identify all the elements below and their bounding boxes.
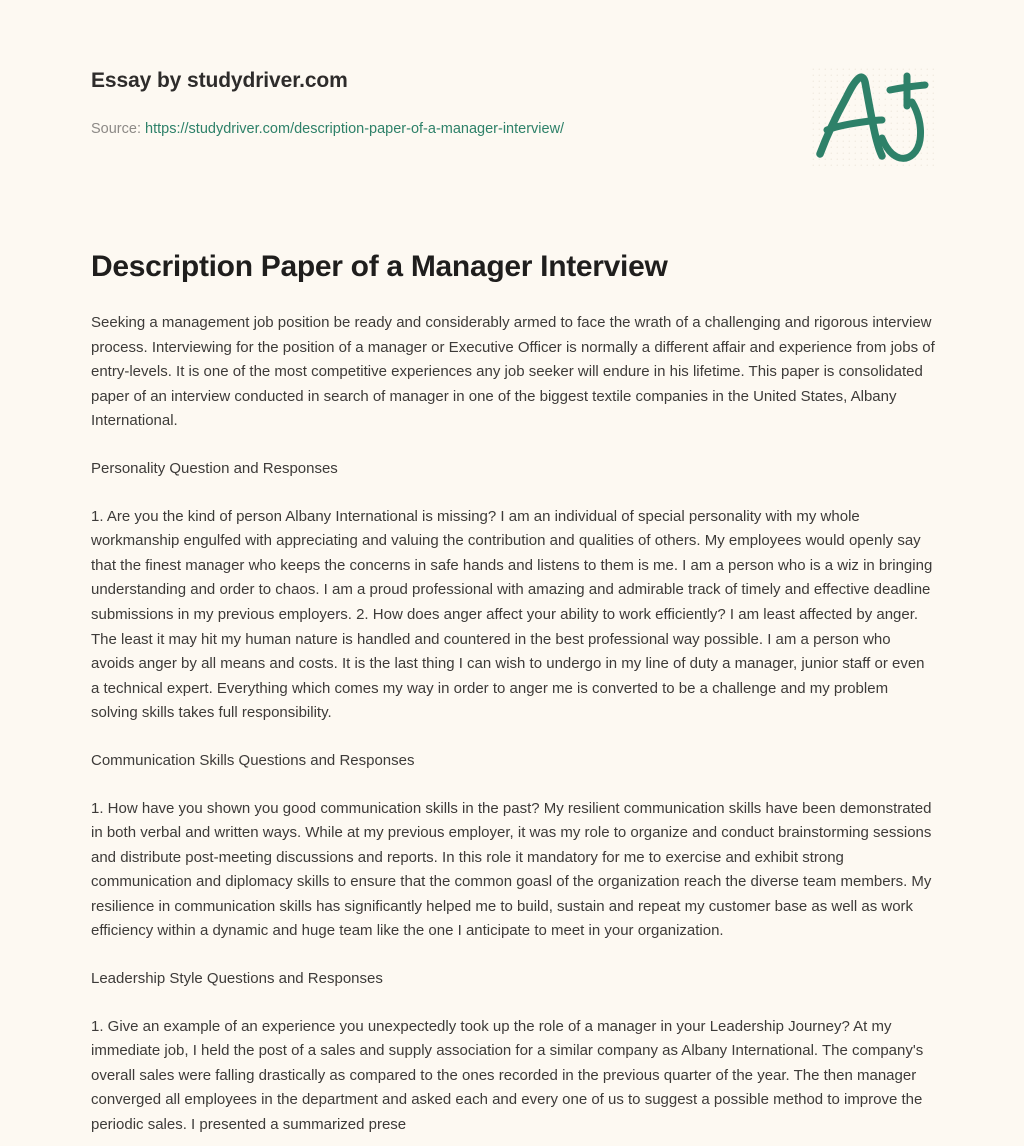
source-label: Source: [91,121,141,137]
paragraph-personality: 1. Are you the kind of person Albany International is missing? I am an individual of special personality with my whole workmanship engulfed with appreciating and valuing the contribution and qualities of others. My employees would openly say that the finest manager who keeps the concerns in safe hands and listens to them is me. I am a person who is a wiz in bringing understanding and order to chaos. I am a proud professional with amazing and admirable track of timely and effective deadline submissions in my previous employers. 2. How does anger affect your ability to work efficiently? I am least affected by anger. The least it may hit my human nature is handled and countered in the best professional way possible. I am a person who avoids anger by all means and costs. It is the last thing I can wish to undergo in my line of duty a manager, junior staff or even a technical expert. Everything which comes my way in order to anger me is converted to be a challenge and my problem solving skills takes full responsibility. [91,507,933,722]
paragraph-communication: 1. How have you shown you good communication skills in the past? My resilient communication skills have been demonstrated in both verbal and written ways. While at my previous employer, it was my role to organize and conduct brainstorming sessions and distribute post-meeting discussions and reports. In this role it mandatory for me to exercise and exhibit strong communication and diplomacy skills to ensure that the common goasl of the organization reach the diverse team members. My resilience in communication skills has significantly helped me to build, sustain and repeat my customer base as well as work efficiency within a dynamic and huge team like the one I anticipate to meet in your organization. [91,799,932,940]
section-heading-personality: Personality Question and Responses [91,459,338,477]
section-heading-leadership: Leadership Style Questions and Responses [91,970,383,988]
section-heading-communication: Communication Skills Questions and Responses [91,751,415,769]
source-line [91,119,564,139]
a-plus-logo [812,68,936,168]
paragraph-leadership: 1. Give an example of an experience you unexpectedly took up the role of a manager in your Leadership Journey? At my immediate job, I held the post of a sales and supply association for a similar company as Albany International. The company's overall sales were falling drastically as compared to the ones recorded in the previous quarter of the year. The then manager converged all employees in the department and asked each and every one of us to suggest a possible method to improve the periodic sales. I presented a summarized prese [91,1017,924,1134]
page-title: Description Paper of a Manager Interview [91,250,668,283]
page-header [0,0,1024,200]
paragraph-intro: Seeking a management job position be ready and considerably armed to face the wrath of a challenging and rigorous interview process. Interviewing for the position of a manager or Executive Officer is normally a different affair and experience from jobs of entry-levels. It is one of the most competitive experiences any job seeker will endure in his lifetime. This paper is consolidated paper of an interview conducted in search of manager in one of the biggest textile companies in the United States, Albany International. [91,314,935,430]
source-url-link[interactable]: https://studydriver.com/description-paper-of-a-manager-interview/ [145,121,565,137]
essay-body [91,311,935,1138]
a-plus-logo-icon [812,68,936,168]
essay-byline: Essay by studydriver.com [91,69,348,92]
